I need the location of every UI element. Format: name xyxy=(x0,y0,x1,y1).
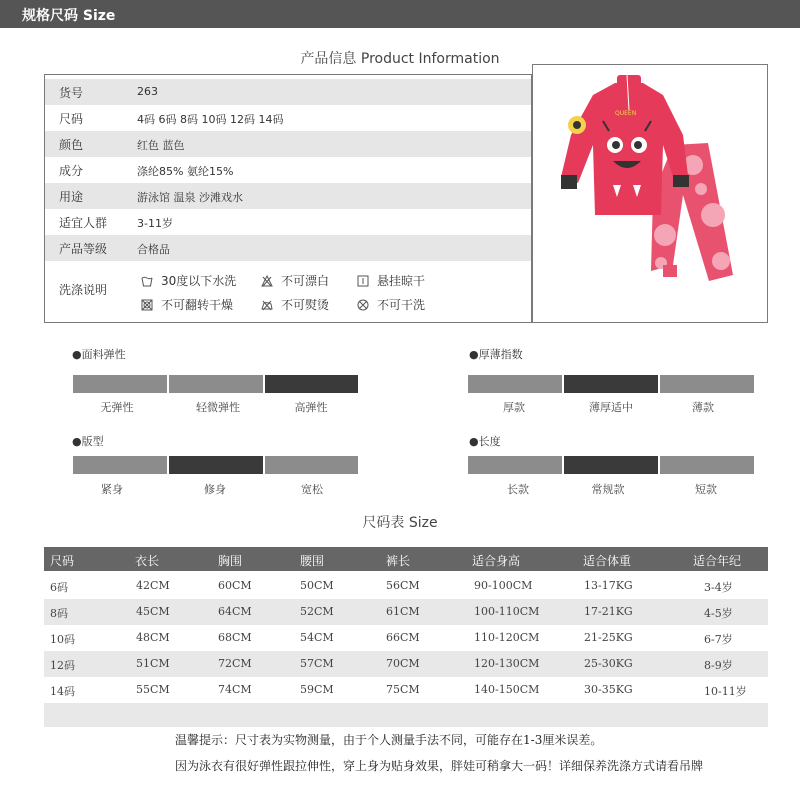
info-value: 3-11岁 xyxy=(137,217,173,230)
info-label: 适宜人群 xyxy=(59,216,108,230)
table-cell: 90-100CM xyxy=(474,579,533,592)
wash-item xyxy=(357,296,425,313)
table-cell: 74CM xyxy=(218,683,252,696)
table-cell: 42CM xyxy=(136,579,170,592)
no-iron-icon xyxy=(261,299,273,311)
table-header-cell: 衣长 xyxy=(135,554,160,568)
pants-shape xyxy=(651,143,733,281)
table-cell: 57CM xyxy=(300,657,334,670)
wash-text: 不可漂白 xyxy=(281,274,330,288)
table-cell: 8-9岁 xyxy=(704,659,733,672)
table-cell: 13-17KG xyxy=(584,579,633,592)
attr-bar-segment xyxy=(660,375,754,393)
attr-bar-segment xyxy=(265,456,358,474)
attr-option: 薄款 xyxy=(692,401,714,414)
info-value: 合格品 xyxy=(137,243,170,256)
table-cell: 61CM xyxy=(386,605,420,618)
wash-item xyxy=(141,272,236,289)
attr-bar-segment xyxy=(73,456,167,474)
info-label: 用途 xyxy=(59,190,84,204)
table-header-cell: 裤长 xyxy=(386,554,411,568)
table-header-cell: 腰围 xyxy=(300,554,325,568)
brand-text: QUEEN xyxy=(615,110,637,117)
header-title: 规格尺码 Size xyxy=(22,8,116,24)
size-table-header xyxy=(44,547,768,571)
wash-text: 30度以下水洗 xyxy=(161,274,237,288)
attr-title-fit: ●版型 xyxy=(72,435,104,448)
attr-bar-segment xyxy=(468,456,562,474)
attr-option: 宽松 xyxy=(301,483,323,496)
product-info-title: 产品信息 Product Information xyxy=(300,51,500,67)
attr-bar-segment xyxy=(468,375,562,393)
wash-item xyxy=(357,272,425,289)
info-label: 尺码 xyxy=(59,112,84,126)
attr-bar-segment-selected xyxy=(169,456,263,474)
no-tumble-dry-icon xyxy=(141,299,153,311)
wash-item xyxy=(261,296,329,313)
table-cell: 8码 xyxy=(50,607,68,620)
table-cell: 110-120CM xyxy=(474,631,540,644)
table-cell: 45CM xyxy=(136,605,170,618)
info-row-size xyxy=(45,105,531,131)
table-row xyxy=(44,573,768,599)
table-row-empty xyxy=(44,703,768,727)
hang-dry-icon xyxy=(357,275,369,287)
table-cell: 10-11岁 xyxy=(704,685,747,698)
table-row xyxy=(44,651,768,677)
size-table-title: 尺码表 Size xyxy=(362,515,438,531)
table-cell: 72CM xyxy=(218,657,252,670)
table-cell: 75CM xyxy=(386,683,420,696)
wash-text: 悬挂晾干 xyxy=(377,274,426,288)
attr-option: 紧身 xyxy=(101,483,123,496)
table-cell: 52CM xyxy=(300,605,334,618)
attr-bar-segment-selected xyxy=(564,456,658,474)
table-row xyxy=(44,599,768,625)
table-cell: 6-7岁 xyxy=(704,633,733,646)
table-cell: 48CM xyxy=(136,631,170,644)
table-cell: 54CM xyxy=(300,631,334,644)
table-header-cell: 适合年纪 xyxy=(693,554,742,568)
attr-title-thickness: ●厚薄指数 xyxy=(469,348,523,361)
table-row xyxy=(44,677,768,703)
wash-label: 洗涤说明 xyxy=(59,283,108,297)
info-label: 成分 xyxy=(59,164,84,178)
attr-option: 轻微弹性 xyxy=(196,401,240,414)
info-row-grade xyxy=(45,235,531,261)
table-cell: 6码 xyxy=(50,581,68,594)
table-cell: 50CM xyxy=(300,579,334,592)
table-cell: 100-110CM xyxy=(474,605,540,618)
attr-title-elasticity: ●面料弹性 xyxy=(72,348,126,361)
table-cell: 12码 xyxy=(50,659,75,672)
wash-item xyxy=(261,272,329,289)
info-value: 红色 蓝色 xyxy=(137,139,185,152)
attr-bar-segment xyxy=(73,375,167,393)
table-cell: 120-130CM xyxy=(474,657,540,670)
table-cell: 3-4岁 xyxy=(704,581,733,594)
table-cell: 30-35KG xyxy=(584,683,633,696)
wash-30-icon xyxy=(141,275,153,287)
table-header-cell: 适合体重 xyxy=(583,554,632,568)
swimsuit-illustration xyxy=(533,65,767,322)
table-cell: 70CM xyxy=(386,657,420,670)
product-photo xyxy=(532,64,768,323)
table-header-cell: 尺码 xyxy=(50,554,75,568)
product-info-table xyxy=(44,74,532,323)
table-cell: 140-150CM xyxy=(474,683,540,696)
attr-option: 长款 xyxy=(507,483,529,496)
info-label: 货号 xyxy=(59,86,84,100)
wash-text: 不可熨烫 xyxy=(281,298,330,312)
note-line-1: 温馨提示：尺寸表为实物测量，由于个人测量手法不同，可能存在1-3厘米误差。 xyxy=(175,733,603,747)
info-row-material xyxy=(45,157,531,183)
info-row-color xyxy=(45,131,531,157)
note-line-2: 因为泳衣有很好弹性跟拉伸性，穿上身为贴身效果，胖娃可稍拿大一码！详细保养洗涤方式请看吊牌 xyxy=(175,759,704,773)
info-row-audience xyxy=(45,209,531,235)
header-bar xyxy=(0,0,800,28)
attr-option: 常规款 xyxy=(591,483,625,496)
table-cell: 21-25KG xyxy=(584,631,633,644)
attr-option: 厚款 xyxy=(503,401,525,414)
info-label: 颜色 xyxy=(59,138,84,152)
table-cell: 14码 xyxy=(50,685,75,698)
attr-bar-segment-selected xyxy=(564,375,658,393)
attr-title-length: ●长度 xyxy=(469,435,501,448)
info-row-item-no xyxy=(45,79,531,105)
attr-option: 修身 xyxy=(204,483,226,496)
attr-option: 高弹性 xyxy=(294,401,328,414)
table-cell: 55CM xyxy=(136,683,170,696)
attr-bar-segment-selected xyxy=(265,375,358,393)
attr-option: 短款 xyxy=(695,483,717,496)
info-value: 4码 6码 8码 10码 12码 14码 xyxy=(137,113,284,126)
attr-bar-segment xyxy=(169,375,263,393)
wash-text: 不可翻转干燥 xyxy=(161,298,234,312)
table-cell: 60CM xyxy=(218,579,252,592)
table-cell: 4-5岁 xyxy=(704,607,733,620)
attr-option: 薄厚适中 xyxy=(589,401,633,414)
table-header-cell: 胸围 xyxy=(218,554,243,568)
no-dry-clean-icon xyxy=(357,299,369,311)
table-row xyxy=(44,625,768,651)
table-cell: 51CM xyxy=(136,657,170,670)
table-cell: 59CM xyxy=(300,683,334,696)
info-value: 游泳馆 温泉 沙滩戏水 xyxy=(137,191,243,204)
table-cell: 17-21KG xyxy=(584,605,633,618)
table-cell: 56CM xyxy=(386,579,420,592)
table-cell: 25-30KG xyxy=(584,657,633,670)
table-cell: 68CM xyxy=(218,631,252,644)
info-row-usage xyxy=(45,183,531,209)
table-header-cell: 适合身高 xyxy=(472,554,521,568)
table-cell: 10码 xyxy=(50,633,75,646)
attr-option: 无弹性 xyxy=(100,401,134,414)
info-label: 产品等级 xyxy=(59,242,108,256)
table-cell: 66CM xyxy=(386,631,420,644)
wash-item xyxy=(141,296,233,313)
wash-text: 不可干洗 xyxy=(377,298,426,312)
table-cell: 64CM xyxy=(218,605,252,618)
attr-bar-segment xyxy=(660,456,754,474)
info-value: 263 xyxy=(137,85,158,98)
no-bleach-icon xyxy=(261,275,273,287)
info-value: 涤纶85% 氨纶15% xyxy=(137,165,234,178)
